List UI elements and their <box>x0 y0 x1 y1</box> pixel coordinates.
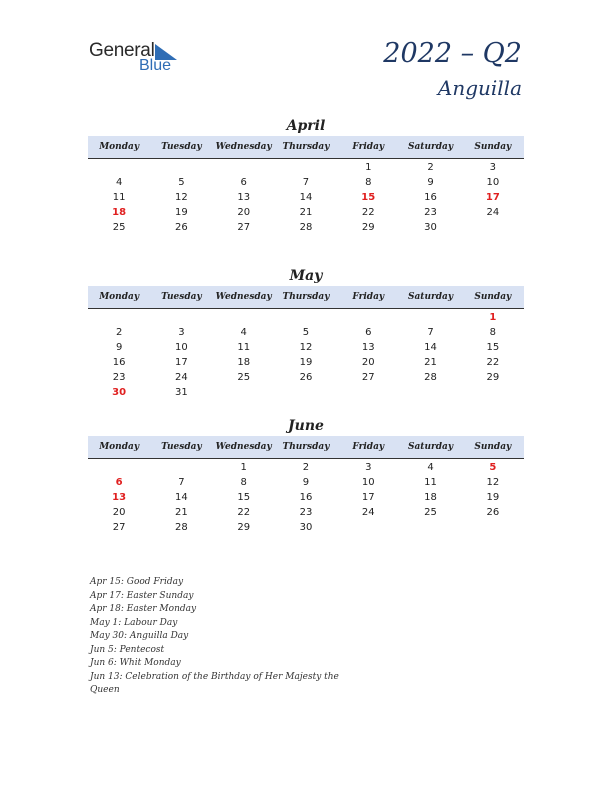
holiday-item: Apr 17: Easter Sunday <box>90 590 194 601</box>
day-cell: 21 <box>175 507 188 518</box>
empty-day-cell <box>213 160 275 175</box>
week-row <box>88 520 524 535</box>
day-cell: 5 <box>178 177 185 188</box>
day-cell: 10 <box>361 477 375 488</box>
day-cell: 7 <box>427 327 434 338</box>
weekday-header: Thursday <box>282 142 330 152</box>
day-cell: 2 <box>115 327 123 338</box>
week-row <box>88 355 524 370</box>
weekday-header: Monday <box>99 442 140 452</box>
week-row <box>88 175 524 190</box>
month-name: May <box>289 268 323 284</box>
week-row <box>88 220 524 235</box>
day-cell: 29 <box>237 522 251 533</box>
holiday-day-cell: 30 <box>112 387 127 398</box>
day-cell: 28 <box>175 522 188 533</box>
empty-day-cell <box>88 310 150 325</box>
weekday-header: Wednesday <box>215 142 272 152</box>
day-cell: 15 <box>237 492 251 503</box>
page-title: 2022 – Q2 <box>383 38 522 69</box>
empty-day-cell <box>275 385 337 400</box>
weekday-header: Saturday <box>407 442 454 452</box>
week-row <box>88 490 524 505</box>
weekday-header: Wednesday <box>215 442 272 452</box>
holiday-list <box>90 576 340 698</box>
empty-day-cell <box>337 385 399 400</box>
holiday-item: May 1: Labour Day <box>90 617 178 628</box>
day-cell: 27 <box>112 522 126 533</box>
weekday-header: Sunday <box>474 142 512 152</box>
week-row <box>88 205 524 220</box>
empty-day-cell <box>399 520 461 535</box>
holiday-day-cell: 18 <box>112 207 127 218</box>
day-cell: 1 <box>365 162 372 173</box>
day-cell: 21 <box>424 357 437 368</box>
holiday-day-cell: 5 <box>489 462 497 473</box>
weekday-header: Friday <box>352 292 385 302</box>
day-cell: 4 <box>115 177 123 188</box>
week-row <box>88 475 524 490</box>
logo-word-general: General <box>89 40 155 61</box>
month-april <box>88 116 524 235</box>
day-cell: 1 <box>240 462 247 473</box>
day-cell: 16 <box>299 492 313 503</box>
day-cell: 12 <box>299 342 313 353</box>
weekday-header: Thursday <box>282 292 330 302</box>
day-cell: 3 <box>365 462 372 473</box>
holiday-day-cell: 6 <box>115 477 123 488</box>
day-cell: 6 <box>365 327 372 338</box>
day-cell: 17 <box>175 357 188 368</box>
day-cell: 9 <box>115 342 123 353</box>
day-cell: 20 <box>112 507 126 518</box>
day-cell: 19 <box>299 357 313 368</box>
day-cell: 12 <box>175 192 188 203</box>
holiday-day-cell: 1 <box>489 312 497 323</box>
day-cell: 9 <box>427 177 434 188</box>
empty-day-cell <box>88 460 150 475</box>
day-cell: 13 <box>361 342 375 353</box>
page-subtitle: Anguilla <box>437 76 522 100</box>
holiday-item: Apr 18: Easter Monday <box>90 604 197 614</box>
day-cell: 24 <box>486 207 500 218</box>
day-cell: 31 <box>175 387 188 398</box>
empty-day-cell <box>275 160 337 175</box>
weekday-header: Monday <box>99 142 140 152</box>
day-cell: 25 <box>237 372 251 383</box>
empty-day-cell <box>213 385 275 400</box>
day-cell: 20 <box>361 357 375 368</box>
holiday-day-cell: 13 <box>112 492 127 503</box>
day-cell: 27 <box>361 372 375 383</box>
week-row <box>88 340 524 355</box>
empty-day-cell <box>337 310 399 325</box>
empty-day-cell <box>462 520 524 535</box>
day-cell: 21 <box>299 207 313 218</box>
empty-day-cell <box>213 310 275 325</box>
holiday-item: Jun 5: Pentecost <box>90 644 165 655</box>
day-cell: 13 <box>237 192 251 203</box>
logo <box>89 40 189 76</box>
day-cell: 25 <box>112 222 126 233</box>
day-cell: 22 <box>361 207 375 218</box>
week-row <box>88 310 524 325</box>
day-cell: 25 <box>424 507 437 518</box>
day-cell: 26 <box>175 222 188 233</box>
day-cell: 14 <box>424 342 437 353</box>
day-cell: 23 <box>299 507 313 518</box>
day-cell: 20 <box>237 207 251 218</box>
empty-day-cell <box>399 310 461 325</box>
weekday-header: Friday <box>352 442 385 452</box>
week-row <box>88 370 524 385</box>
weekday-header: Tuesday <box>161 142 202 152</box>
empty-day-cell <box>88 160 150 175</box>
day-cell: 26 <box>299 372 313 383</box>
day-cell: 10 <box>486 177 500 188</box>
day-cell: 3 <box>178 327 185 338</box>
month-name: June <box>288 418 324 434</box>
day-cell: 11 <box>112 192 126 203</box>
empty-day-cell <box>462 220 524 235</box>
weekday-header: Sunday <box>474 442 512 452</box>
day-cell: 8 <box>240 477 247 488</box>
weekday-header: Saturday <box>407 292 454 302</box>
day-cell: 12 <box>486 477 500 488</box>
day-cell: 26 <box>486 507 500 518</box>
day-cell: 8 <box>489 327 497 338</box>
month-name: April <box>286 118 326 134</box>
holiday-item: Apr 15: Good Friday <box>90 577 184 587</box>
holiday-item: Jun 13: Celebration of the Birthday of Her Majesty the Queen <box>90 671 339 695</box>
day-cell: 14 <box>299 192 313 203</box>
day-cell: 22 <box>486 357 500 368</box>
day-cell: 8 <box>365 177 372 188</box>
weekday-header-row <box>88 436 524 459</box>
day-cell: 14 <box>175 492 188 503</box>
day-cell: 24 <box>361 507 375 518</box>
empty-day-cell <box>150 460 212 475</box>
month-may <box>88 266 524 400</box>
day-cell: 24 <box>175 372 188 383</box>
day-cell: 11 <box>237 342 251 353</box>
day-cell: 2 <box>302 462 310 473</box>
empty-day-cell <box>462 385 524 400</box>
week-row <box>88 190 524 205</box>
day-cell: 4 <box>427 462 434 473</box>
day-cell: 5 <box>302 327 310 338</box>
day-cell: 16 <box>112 357 126 368</box>
day-cell: 30 <box>424 222 437 233</box>
day-cell: 15 <box>486 342 500 353</box>
day-cell: 16 <box>424 192 437 203</box>
week-row <box>88 160 524 175</box>
day-cell: 28 <box>299 222 313 233</box>
day-cell: 19 <box>486 492 500 503</box>
logo-word-blue: Blue <box>139 57 172 74</box>
holiday-day-cell: 15 <box>361 192 376 203</box>
weekday-header: Thursday <box>282 442 330 452</box>
day-cell: 29 <box>486 372 500 383</box>
day-cell: 10 <box>175 342 188 353</box>
weekday-header: Saturday <box>407 142 454 152</box>
day-cell: 29 <box>361 222 375 233</box>
day-cell: 7 <box>178 477 185 488</box>
week-row <box>88 385 524 400</box>
day-cell: 18 <box>424 492 437 503</box>
day-cell: 19 <box>175 207 188 218</box>
empty-day-cell <box>399 385 461 400</box>
day-cell: 18 <box>237 357 251 368</box>
empty-day-cell <box>150 310 212 325</box>
weekday-header: Friday <box>352 142 385 152</box>
day-cell: 22 <box>237 507 251 518</box>
day-cell: 30 <box>299 522 313 533</box>
weekday-header: Tuesday <box>161 292 202 302</box>
holiday-item: Jun 6: Whit Monday <box>90 658 181 668</box>
day-cell: 27 <box>237 222 251 233</box>
empty-day-cell <box>150 160 212 175</box>
day-cell: 23 <box>112 372 126 383</box>
day-cell: 23 <box>424 207 437 218</box>
empty-day-cell <box>337 520 399 535</box>
weekday-header: Wednesday <box>215 292 272 302</box>
day-cell: 28 <box>424 372 437 383</box>
month-june <box>88 416 524 535</box>
weekday-header: Sunday <box>474 292 512 302</box>
day-cell: 7 <box>302 177 310 188</box>
weekday-header-row <box>88 136 524 159</box>
day-cell: 6 <box>240 177 247 188</box>
holiday-item: May 30: Anguilla Day <box>90 631 189 641</box>
empty-day-cell <box>275 310 337 325</box>
week-row <box>88 460 524 475</box>
weekday-header: Tuesday <box>161 442 202 452</box>
holiday-day-cell: 17 <box>485 192 500 203</box>
weekday-header: Monday <box>99 292 140 302</box>
day-cell: 17 <box>361 492 375 503</box>
week-row <box>88 505 524 520</box>
day-cell: 11 <box>424 477 437 488</box>
day-cell: 3 <box>489 162 497 173</box>
day-cell: 9 <box>302 477 310 488</box>
day-cell: 2 <box>427 162 434 173</box>
weekday-header-row <box>88 286 524 309</box>
day-cell: 4 <box>240 327 247 338</box>
week-row <box>88 325 524 340</box>
